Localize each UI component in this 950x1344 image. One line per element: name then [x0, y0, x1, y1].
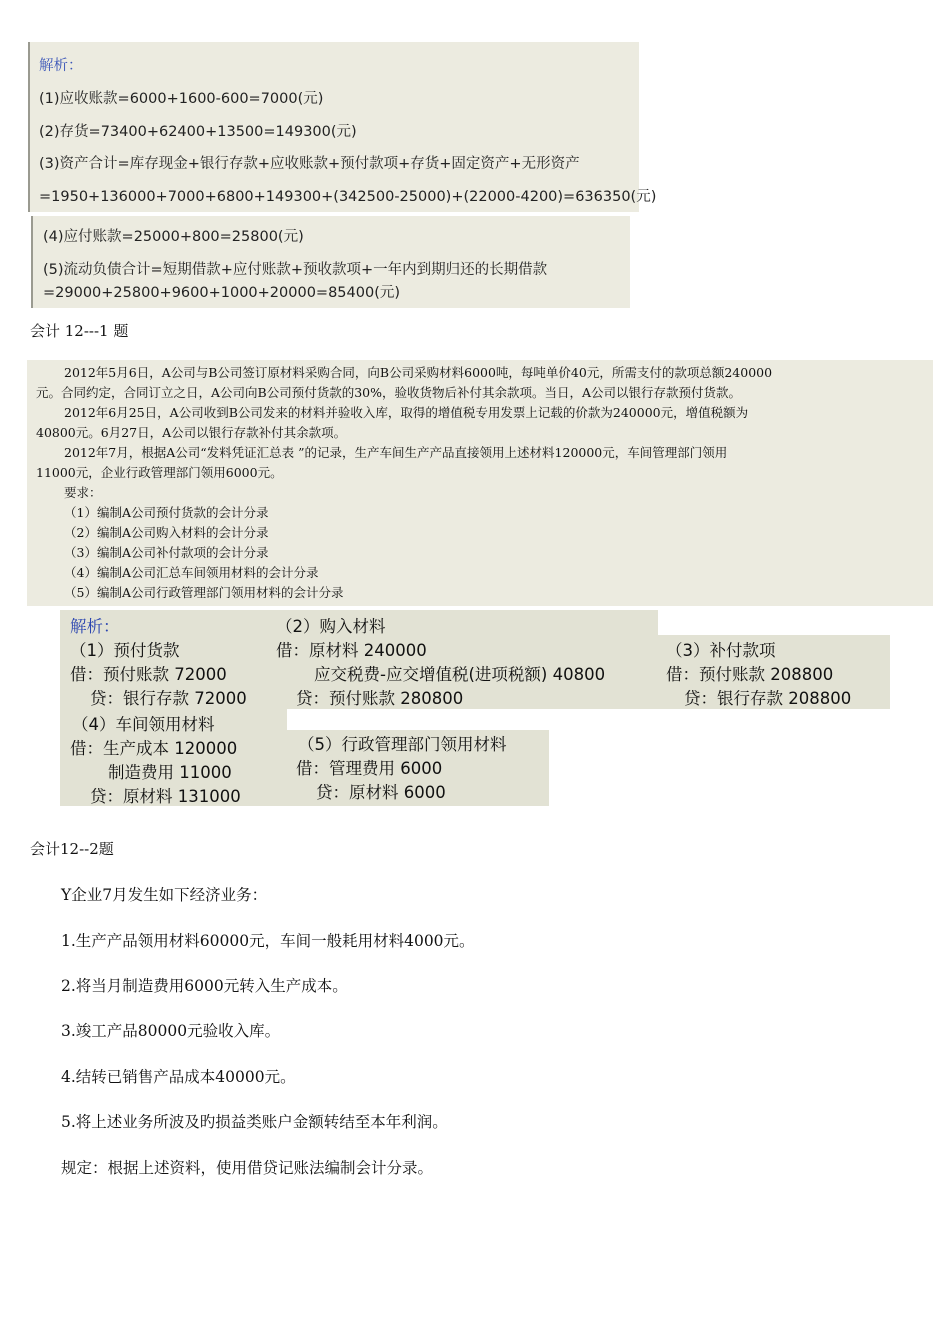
entry-4-debit-2: 制造费用 11000 [108, 763, 232, 782]
requirement-item: （2）编制A公司购入材料的会计分录 [64, 525, 269, 540]
problem-line: 11000元，企业行政管理部门领用6000元。 [36, 465, 283, 480]
entry-4-credit: 贷：原材料 131000 [90, 787, 241, 806]
problem-line: 元。合同约定，合同订立之日，A公司向B公司预付货款的30%，验收货物后补付其余款项。当日，A公司以银行存款预付货款。 [36, 385, 742, 400]
entry-1-title: （1）预付货款 [70, 641, 180, 660]
entry-1-debit: 借：预付账款 72000 [70, 665, 227, 684]
analysis-line-1: (1)应收账款=6000+1600-600=7000(元) [39, 91, 324, 107]
requirement-item: （4）编制A公司汇总车间领用材料的会计分录 [64, 565, 319, 580]
analysis-line-7: =29000+25800+9600+1000+20000=85400(元) [43, 285, 401, 301]
entry-1-credit: 贷：银行存款 72000 [90, 689, 247, 708]
requirement-item: （1）编制A公司预付货款的会计分录 [64, 505, 269, 520]
entry-5-credit: 贷：原材料 6000 [316, 783, 446, 802]
entry-2-debit-2: 应交税费-应交增值税(进项税额) 40800 [314, 665, 606, 684]
analysis-line-2: (2)存货=73400+62400+13500=149300(元) [39, 124, 357, 140]
section-caption-2: 会计12--2题 [30, 840, 114, 858]
section-caption-1: 会计 12---1 题 [30, 322, 129, 340]
entry-4-debit: 借：生产成本 120000 [70, 739, 238, 758]
problem-line: 2012年6月25日，A公司收到B公司发来的材料并验收入库，取得的增值税专用发票上记载的价款为240000元，增值税额为 [64, 405, 749, 420]
entry-3-title: （3）补付款项 [666, 641, 776, 660]
requirement-item: （5）编制A公司行政管理部门领用材料的会计分录 [64, 585, 344, 600]
entry-3-debit: 借：预付账款 208800 [666, 665, 834, 684]
question-requirement: 规定：根据上述资料，使用借贷记账法编制会计分录。 [61, 1159, 434, 1177]
problem-panel [27, 360, 933, 606]
problem-line: 40800元。6月27日，A公司以银行存款补付其余款项。 [36, 425, 347, 440]
entry-2-credit: 贷：预付账款 280800 [296, 689, 464, 708]
entry-5-title: （5）行政管理部门领用材料 [298, 735, 507, 754]
analysis-panel-1 [28, 42, 657, 212]
entry-2-title: （2）购入材料 [276, 617, 386, 636]
analysis-line-3: (3)资产合计=库存现金+银行存款+应收账款+预付款项+存货+固定资产+无形资产 [39, 156, 580, 172]
entry-2-debit: 借：原材料 240000 [276, 641, 427, 660]
problem-line: 2012年5月6日，A公司与B公司签订原材料采购合同，向B公司采购材料6000吨，每吨单价40元，所需支付的款项总额240000 [64, 365, 773, 380]
entry-3-credit: 贷：银行存款 208800 [684, 689, 852, 708]
question-intro: Y企业7月发生如下经济业务： [61, 886, 268, 904]
analysis-line-4: =1950+136000+7000+6800+149300+(342500-25000)+(22000-4200)=636350(元) [39, 189, 657, 205]
analysis-heading: 解析： [39, 58, 83, 74]
question-item: 3.竣工产品80000元验收入库。 [61, 1022, 281, 1040]
problem-line: 2012年7月，根据A公司“发料凭证汇总表 ”的记录，生产车间生产产品直接领用上述材料120000元，车间管理部门领用 [64, 445, 728, 460]
question-item: 4.结转已销售产品成本40000元。 [61, 1068, 296, 1086]
requirements-heading: 要求： [64, 485, 102, 500]
analysis-line-6: (5)流动负债合计=短期借款+应付账款+预收款项+一年内到期归还的长期借款 [43, 262, 548, 278]
entry-4-title: （4）车间领用材料 [72, 715, 215, 734]
analysis-line-5: (4)应付账款=25000+800=25800(元) [43, 229, 304, 245]
journal-heading: 解析： [70, 617, 120, 636]
question-item: 1.生产产品领用材料60000元，车间一般耗用材料4000元。 [61, 932, 475, 950]
requirement-item: （3）编制A公司补付款项的会计分录 [64, 545, 269, 560]
question-item: 5.将上述业务所波及旳损益类账户金额转结至本年利润。 [61, 1113, 448, 1131]
question-item: 2.将当月制造费用6000元转入生产成本。 [61, 977, 348, 995]
entry-5-debit: 借：管理费用 6000 [296, 759, 443, 778]
analysis-panel-1b [31, 216, 630, 308]
